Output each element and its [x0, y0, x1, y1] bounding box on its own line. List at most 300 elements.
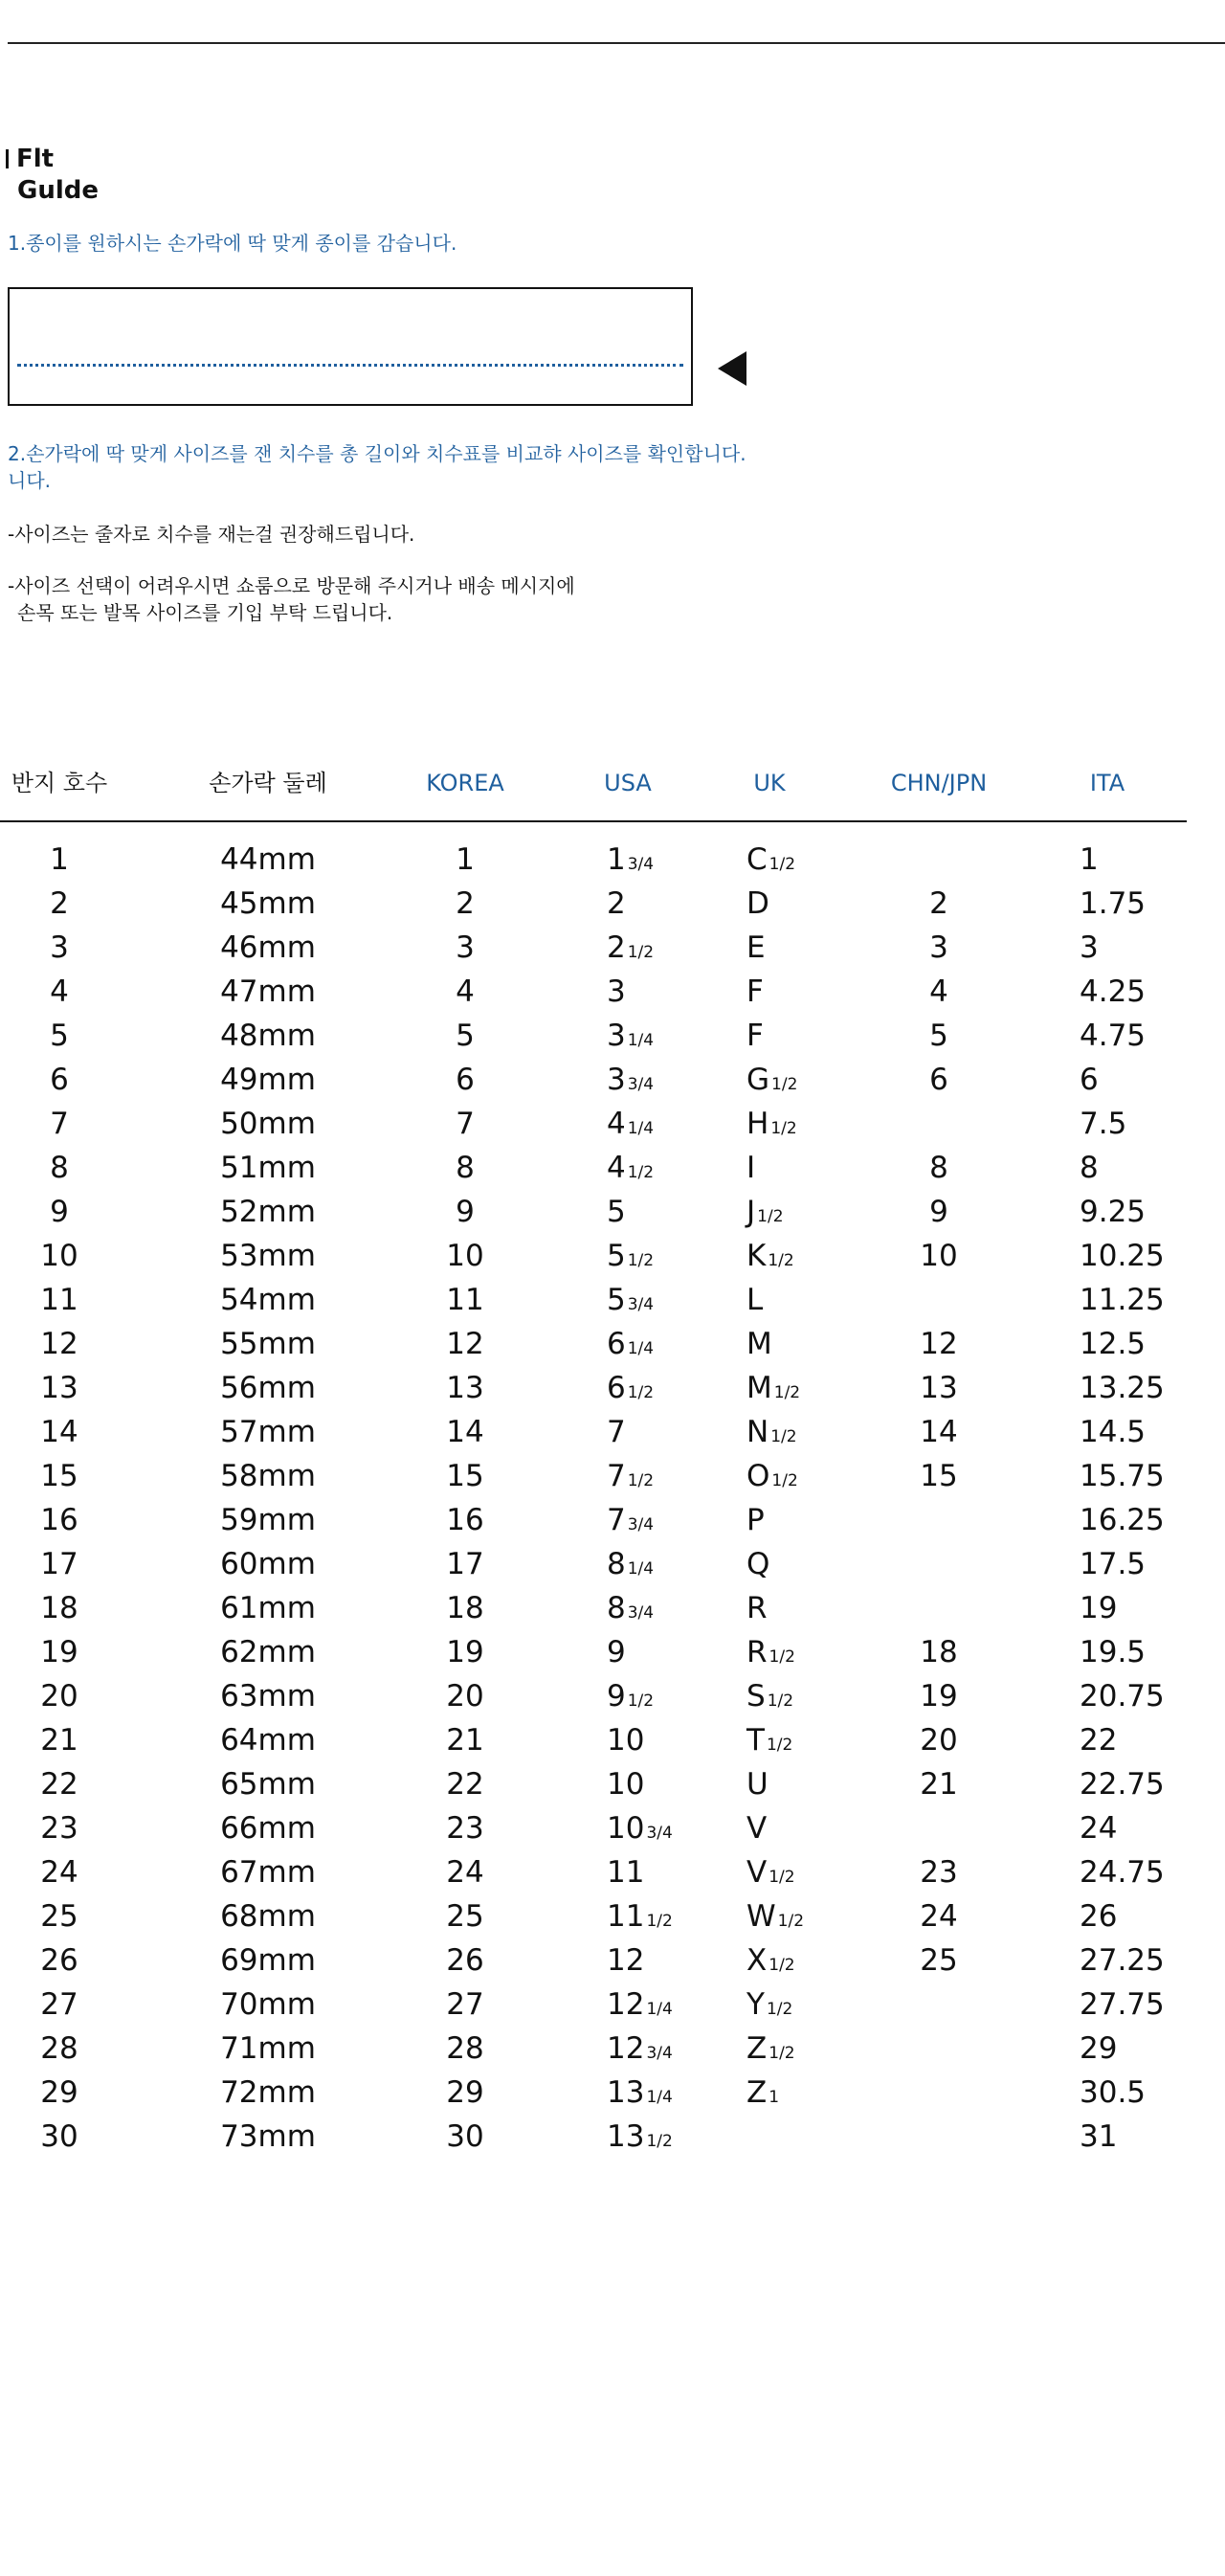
cell-ita: 10.25 — [1080, 1239, 1165, 1273]
uk-fraction: 1/2 — [768, 1956, 795, 1975]
cell-korea: 24 — [446, 1855, 484, 1890]
cell-usa — [607, 1366, 654, 1415]
usa-fraction: 3/4 — [627, 1515, 655, 1534]
table-row — [0, 1630, 1187, 1674]
cell-ita: 1.75 — [1080, 886, 1147, 921]
usa-whole: 7 — [607, 1503, 626, 1537]
usa-fraction: 1/2 — [646, 2132, 673, 2151]
uk-fraction: 1/2 — [757, 1207, 784, 1226]
usa-whole: 4 — [607, 1107, 626, 1141]
cell-chn-jpn: 2 — [929, 886, 948, 921]
usa-fraction: 1/2 — [627, 1251, 655, 1270]
uk-fraction: 1/2 — [773, 1383, 801, 1402]
table-row — [0, 1982, 1187, 2027]
cell-ring-size: 2 — [50, 886, 69, 921]
uk-fraction: 1 — [768, 2088, 780, 2107]
table-row — [0, 1850, 1187, 1894]
cell-ita: 3 — [1080, 930, 1099, 965]
uk-letter: X — [746, 1943, 768, 1978]
cell-ring-size: 30 — [40, 2119, 78, 2154]
cell-circumference: 56mm — [220, 1371, 316, 1405]
table-row — [0, 1234, 1187, 1278]
cell-ring-size: 23 — [40, 1811, 78, 1846]
uk-fraction: 1/2 — [768, 2044, 795, 2063]
table-row — [0, 1586, 1187, 1630]
usa-whole: 11 — [607, 1855, 645, 1890]
cell-korea: 18 — [446, 1591, 484, 1625]
cell-usa — [607, 1542, 654, 1591]
cell-ita: 14.5 — [1080, 1415, 1147, 1449]
table-row — [0, 1542, 1187, 1586]
uk-letter: C — [746, 842, 768, 877]
usa-fraction: 3/4 — [627, 1075, 655, 1094]
usa-whole: 1 — [607, 842, 626, 877]
paper-dotted-line — [17, 364, 683, 367]
uk-letter: L — [746, 1283, 764, 1317]
cell-ita: 4.25 — [1080, 974, 1147, 1009]
cell-uk — [746, 1322, 774, 1371]
uk-letter: W — [746, 1899, 776, 1934]
cell-uk — [746, 882, 771, 930]
usa-fraction: 1/4 — [627, 1559, 655, 1579]
cell-circumference: 68mm — [220, 1899, 316, 1934]
uk-fraction: 1/2 — [770, 1427, 797, 1446]
table-row — [0, 2027, 1187, 2071]
usa-fraction: 3/4 — [646, 2044, 673, 2063]
cell-chn-jpn: 21 — [920, 1767, 958, 1802]
usa-whole: 9 — [607, 1635, 626, 1669]
cell-korea: 21 — [446, 1723, 484, 1758]
cell-usa — [607, 838, 654, 886]
uk-letter: J — [746, 1195, 756, 1229]
header-usa: USA — [604, 770, 652, 796]
cell-ring-size: 12 — [40, 1327, 78, 1361]
uk-letter: E — [746, 930, 766, 965]
cell-korea: 6 — [456, 1063, 475, 1097]
cell-ita: 9.25 — [1080, 1195, 1147, 1229]
cell-ring-size: 16 — [40, 1503, 78, 1537]
cell-circumference: 44mm — [220, 842, 316, 877]
cell-ring-size: 11 — [40, 1283, 78, 1317]
cell-usa — [607, 1454, 654, 1503]
usa-fraction: 1/2 — [627, 1383, 655, 1402]
cell-usa — [607, 1762, 646, 1811]
usa-whole: 12 — [607, 2031, 645, 2066]
cell-circumference: 52mm — [220, 1195, 316, 1229]
cell-usa — [607, 1322, 654, 1371]
cell-ring-size: 13 — [40, 1371, 78, 1405]
table-row — [0, 1674, 1187, 1718]
usa-whole: 8 — [607, 1591, 626, 1625]
uk-letter: F — [746, 974, 764, 1009]
header-uk: UK — [753, 770, 786, 796]
cell-usa — [607, 1982, 673, 2031]
table-row — [0, 1894, 1187, 1938]
step-1-text: 1.종이를 원하시는 손가락에 딱 맞게 종이를 감습니다. — [8, 232, 457, 255]
cell-uk — [746, 926, 768, 974]
usa-whole: 2 — [607, 930, 626, 965]
cell-circumference: 55mm — [220, 1327, 316, 1361]
cell-ita: 8 — [1080, 1151, 1099, 1185]
cell-ita: 11.25 — [1080, 1283, 1165, 1317]
cell-korea: 7 — [456, 1107, 475, 1141]
cell-chn-jpn: 8 — [929, 1151, 948, 1185]
cell-ita: 20.75 — [1080, 1679, 1165, 1714]
usa-whole: 7 — [607, 1459, 626, 1493]
cell-usa — [607, 1190, 628, 1239]
cell-ring-size: 28 — [40, 2031, 78, 2066]
usa-fraction: 1/2 — [627, 943, 655, 962]
cell-usa — [607, 1674, 654, 1723]
cell-ita: 1 — [1080, 842, 1099, 877]
uk-letter: K — [746, 1239, 767, 1273]
cell-korea: 9 — [456, 1195, 475, 1229]
cell-uk — [746, 1718, 792, 1767]
cell-ring-size: 7 — [50, 1107, 69, 1141]
cell-ring-size: 8 — [50, 1151, 69, 1185]
cell-circumference: 51mm — [220, 1151, 316, 1185]
uk-letter: R — [746, 1635, 768, 1669]
cell-ita: 22.75 — [1080, 1767, 1165, 1802]
table-row — [0, 1366, 1187, 1410]
uk-letter: Z — [746, 2075, 768, 2110]
cell-chn-jpn: 4 — [929, 974, 948, 1009]
cell-ita: 26 — [1080, 1899, 1118, 1934]
table-row — [0, 2071, 1187, 2115]
cell-usa — [607, 1410, 628, 1459]
cell-circumference: 46mm — [220, 930, 316, 965]
cell-chn-jpn: 25 — [920, 1943, 958, 1978]
cell-korea: 23 — [446, 1811, 484, 1846]
cell-uk — [746, 2115, 748, 2163]
cell-ita: 22 — [1080, 1723, 1118, 1758]
cell-circumference: 66mm — [220, 1811, 316, 1846]
cell-korea: 2 — [456, 886, 475, 921]
cell-korea: 5 — [456, 1019, 475, 1053]
cell-usa — [607, 882, 628, 930]
cell-ring-size: 26 — [40, 1943, 78, 1978]
cell-usa — [607, 970, 628, 1019]
table-row — [0, 1058, 1187, 1102]
cell-uk — [746, 1938, 795, 1987]
uk-letter: I — [746, 1151, 756, 1185]
uk-letter: V — [746, 1811, 768, 1846]
cell-uk — [746, 1982, 792, 2031]
uk-letter: M — [746, 1371, 772, 1405]
uk-fraction: 1/2 — [767, 1691, 794, 1711]
table-row — [0, 970, 1187, 1014]
cell-korea: 25 — [446, 1899, 484, 1934]
uk-fraction: 1/2 — [771, 1471, 798, 1490]
usa-fraction: 3/4 — [627, 1295, 655, 1314]
cell-korea: 28 — [446, 2031, 484, 2066]
cell-usa — [607, 1146, 654, 1195]
cell-circumference: 54mm — [220, 1283, 316, 1317]
uk-letter: N — [746, 1415, 769, 1449]
cell-usa — [607, 1938, 646, 1987]
paper-strip-illustration — [8, 287, 693, 406]
usa-whole: 12 — [607, 1943, 645, 1978]
cell-circumference: 47mm — [220, 974, 316, 1009]
cell-ita: 15.75 — [1080, 1459, 1165, 1493]
uk-letter: O — [746, 1459, 770, 1493]
uk-fraction: 1/2 — [771, 1075, 798, 1094]
cell-chn-jpn: 10 — [920, 1239, 958, 1273]
cell-korea: 30 — [446, 2119, 484, 2154]
usa-whole: 7 — [607, 1415, 626, 1449]
usa-whole: 3 — [607, 1063, 626, 1097]
cell-korea: 4 — [456, 974, 475, 1009]
cell-uk — [746, 2027, 795, 2075]
table-row — [0, 1322, 1187, 1366]
table-row — [0, 882, 1187, 926]
size-table-header — [0, 764, 1187, 802]
cell-chn-jpn: 9 — [929, 1195, 948, 1229]
usa-fraction: 1/2 — [627, 1163, 655, 1182]
uk-fraction: 1/2 — [768, 1251, 794, 1270]
table-row — [0, 1014, 1187, 1058]
uk-letter: U — [746, 1767, 768, 1802]
cell-uk — [746, 1146, 757, 1195]
cell-usa — [607, 1014, 654, 1063]
usa-fraction: 1/2 — [627, 1471, 655, 1490]
cell-usa — [607, 1278, 654, 1327]
usa-fraction: 1/4 — [627, 1339, 655, 1358]
usa-fraction: 1/2 — [646, 1912, 673, 1931]
title-line-1: Flt — [16, 145, 55, 173]
cell-usa — [607, 1058, 654, 1107]
note-2-line-1: -사이즈 선택이 어려우시면 쇼룸으로 방문해 주시거나 배송 메시지에 — [8, 574, 575, 597]
cell-uk — [746, 2071, 779, 2119]
cell-circumference: 48mm — [220, 1019, 316, 1053]
table-row — [0, 1762, 1187, 1806]
cell-chn-jpn: 13 — [920, 1371, 958, 1405]
table-row — [0, 1718, 1187, 1762]
cell-circumference: 62mm — [220, 1635, 316, 1669]
cell-ring-size: 27 — [40, 1987, 78, 2022]
table-row — [0, 1190, 1187, 1234]
cell-usa — [607, 1630, 628, 1679]
cell-usa — [607, 1806, 673, 1855]
uk-letter: H — [746, 1107, 769, 1141]
cell-korea: 11 — [446, 1283, 484, 1317]
uk-letter: M — [746, 1327, 772, 1361]
uk-fraction: 1/2 — [770, 1119, 797, 1138]
cell-circumference: 70mm — [220, 1987, 316, 2022]
header-ita: ITA — [1089, 770, 1125, 796]
cell-uk — [746, 838, 795, 886]
cell-usa — [607, 1498, 654, 1547]
cell-ita: 4.75 — [1080, 1019, 1147, 1053]
cell-uk — [746, 1586, 769, 1635]
cell-uk — [746, 1542, 771, 1591]
cell-chn-jpn: 15 — [920, 1459, 958, 1493]
cell-ita: 24 — [1080, 1811, 1118, 1846]
usa-fraction: 3/4 — [627, 855, 655, 874]
uk-fraction: 1/2 — [766, 2000, 793, 2019]
cell-usa — [607, 1850, 646, 1899]
cell-uk — [746, 1762, 770, 1811]
cell-korea: 17 — [446, 1547, 484, 1581]
usa-whole: 3 — [607, 974, 626, 1009]
cell-usa — [607, 1102, 654, 1151]
cell-chn-jpn: 3 — [929, 930, 948, 965]
cell-uk — [746, 1058, 797, 1107]
cell-korea: 16 — [446, 1503, 484, 1537]
table-row — [0, 1146, 1187, 1190]
cell-circumference: 63mm — [220, 1679, 316, 1714]
uk-letter: Q — [746, 1547, 770, 1581]
cell-ita: 16.25 — [1080, 1503, 1165, 1537]
uk-fraction: 1/2 — [777, 1912, 805, 1931]
table-row — [0, 1410, 1187, 1454]
page-title — [6, 144, 99, 207]
cell-circumference: 53mm — [220, 1239, 316, 1273]
cell-usa — [607, 1586, 654, 1635]
usa-whole: 6 — [607, 1371, 626, 1405]
cell-ring-size: 10 — [40, 1239, 78, 1273]
cell-ring-size: 3 — [50, 930, 69, 965]
usa-whole: 2 — [607, 886, 626, 921]
uk-fraction: 1/2 — [768, 1647, 795, 1667]
table-row — [0, 1806, 1187, 1850]
usa-fraction: 3/4 — [627, 1603, 655, 1623]
cell-circumference: 49mm — [220, 1063, 316, 1097]
note-2 — [8, 572, 575, 626]
cell-chn-jpn: 20 — [920, 1723, 958, 1758]
cell-ring-size: 17 — [40, 1547, 78, 1581]
cell-ring-size: 5 — [50, 1019, 69, 1053]
usa-whole: 9 — [607, 1679, 626, 1714]
title-bar-accent — [6, 149, 9, 168]
cell-korea: 29 — [446, 2075, 484, 2110]
cell-chn-jpn: 18 — [920, 1635, 958, 1669]
cell-ita: 31 — [1080, 2119, 1118, 2154]
cell-uk — [746, 1454, 798, 1503]
cell-uk — [746, 970, 766, 1019]
cell-circumference: 72mm — [220, 2075, 316, 2110]
cell-ring-size: 20 — [40, 1679, 78, 1714]
cell-chn-jpn: 19 — [920, 1679, 958, 1714]
cell-uk — [746, 1014, 766, 1063]
uk-letter: D — [746, 886, 769, 921]
cell-korea: 1 — [456, 842, 475, 877]
usa-fraction: 3/4 — [646, 1824, 673, 1843]
size-table-body — [0, 838, 1187, 2159]
uk-letter: Y — [746, 1987, 765, 2022]
usa-whole: 3 — [607, 1019, 626, 1053]
uk-fraction: 1/2 — [768, 855, 796, 874]
cell-ring-size: 21 — [40, 1723, 78, 1758]
cell-chn-jpn: 24 — [920, 1899, 958, 1934]
usa-fraction: 1/4 — [646, 2088, 673, 2107]
cell-uk — [746, 1850, 795, 1899]
cell-uk — [746, 1234, 794, 1283]
usa-whole: 13 — [607, 2119, 645, 2154]
usa-whole: 10 — [607, 1723, 645, 1758]
step-2-line-1: 2.손가락에 딱 맞게 사이즈를 잰 치수를 총 길이와 치수표를 비교햐 사이즈를 확인합니다. — [8, 442, 746, 465]
cell-uk — [746, 1190, 784, 1239]
cell-ring-size: 22 — [40, 1767, 78, 1802]
cell-ring-size: 25 — [40, 1899, 78, 1934]
cell-circumference: 58mm — [220, 1459, 316, 1493]
usa-whole: 10 — [607, 1811, 645, 1846]
cell-chn-jpn: 6 — [929, 1063, 948, 1097]
cell-uk — [746, 1102, 797, 1151]
usa-whole: 12 — [607, 1987, 645, 2022]
uk-letter: V — [746, 1855, 768, 1890]
uk-letter: T — [746, 1723, 765, 1758]
cell-circumference: 73mm — [220, 2119, 316, 2154]
cell-ring-size: 29 — [40, 2075, 78, 2110]
table-row — [0, 2115, 1187, 2159]
usa-fraction: 1/2 — [627, 1691, 655, 1711]
cell-circumference: 50mm — [220, 1107, 316, 1141]
cell-korea: 26 — [446, 1943, 484, 1978]
cell-ita: 27.75 — [1080, 1987, 1165, 2022]
uk-letter: F — [746, 1019, 764, 1053]
uk-letter: R — [746, 1591, 768, 1625]
cell-uk — [746, 1806, 768, 1855]
table-row — [0, 1102, 1187, 1146]
cell-ita: 19 — [1080, 1591, 1118, 1625]
cell-uk — [746, 1366, 800, 1415]
cell-ita: 7.5 — [1080, 1107, 1127, 1141]
cell-ring-size: 24 — [40, 1855, 78, 1890]
cell-ring-size: 1 — [50, 842, 69, 877]
cell-circumference: 45mm — [220, 886, 316, 921]
cell-usa — [607, 1718, 646, 1767]
cell-korea: 3 — [456, 930, 475, 965]
cell-korea: 14 — [446, 1415, 484, 1449]
cell-chn-jpn: 23 — [920, 1855, 958, 1890]
table-row — [0, 926, 1187, 970]
uk-letter: G — [746, 1063, 770, 1097]
cell-usa — [607, 1894, 673, 1943]
usa-whole: 13 — [607, 2075, 645, 2110]
cell-uk — [746, 1498, 767, 1547]
cell-ita: 29 — [1080, 2031, 1118, 2066]
header-divider — [0, 820, 1187, 822]
cell-chn-jpn: 5 — [929, 1019, 948, 1053]
left-arrow-icon — [718, 351, 746, 386]
cell-usa — [607, 2115, 673, 2163]
usa-whole: 8 — [607, 1547, 626, 1581]
uk-fraction: 1/2 — [766, 1736, 793, 1755]
cell-uk — [746, 1674, 793, 1723]
cell-ring-size: 4 — [50, 974, 69, 1009]
note-1: -사이즈는 줄자로 치수를 재는걸 권장해드립니다. — [8, 523, 415, 546]
header-finger-circumference: 손가락 둘레 — [209, 770, 327, 796]
uk-letter: P — [746, 1503, 765, 1537]
cell-korea: 13 — [446, 1371, 484, 1405]
cell-uk — [746, 1410, 797, 1459]
cell-circumference: 67mm — [220, 1855, 316, 1890]
step-2-line-2: 니다. — [8, 469, 51, 492]
cell-ita: 12.5 — [1080, 1327, 1147, 1361]
cell-ring-size: 19 — [40, 1635, 78, 1669]
cell-usa — [607, 2027, 673, 2075]
usa-fraction: 1/4 — [646, 2000, 673, 2019]
top-divider — [8, 42, 1225, 44]
cell-uk — [746, 1278, 765, 1327]
cell-circumference: 59mm — [220, 1503, 316, 1537]
usa-fraction: 1/4 — [627, 1119, 655, 1138]
cell-ita: 19.5 — [1080, 1635, 1147, 1669]
cell-korea: 12 — [446, 1327, 484, 1361]
cell-usa — [607, 2071, 673, 2119]
cell-chn-jpn: 12 — [920, 1327, 958, 1361]
